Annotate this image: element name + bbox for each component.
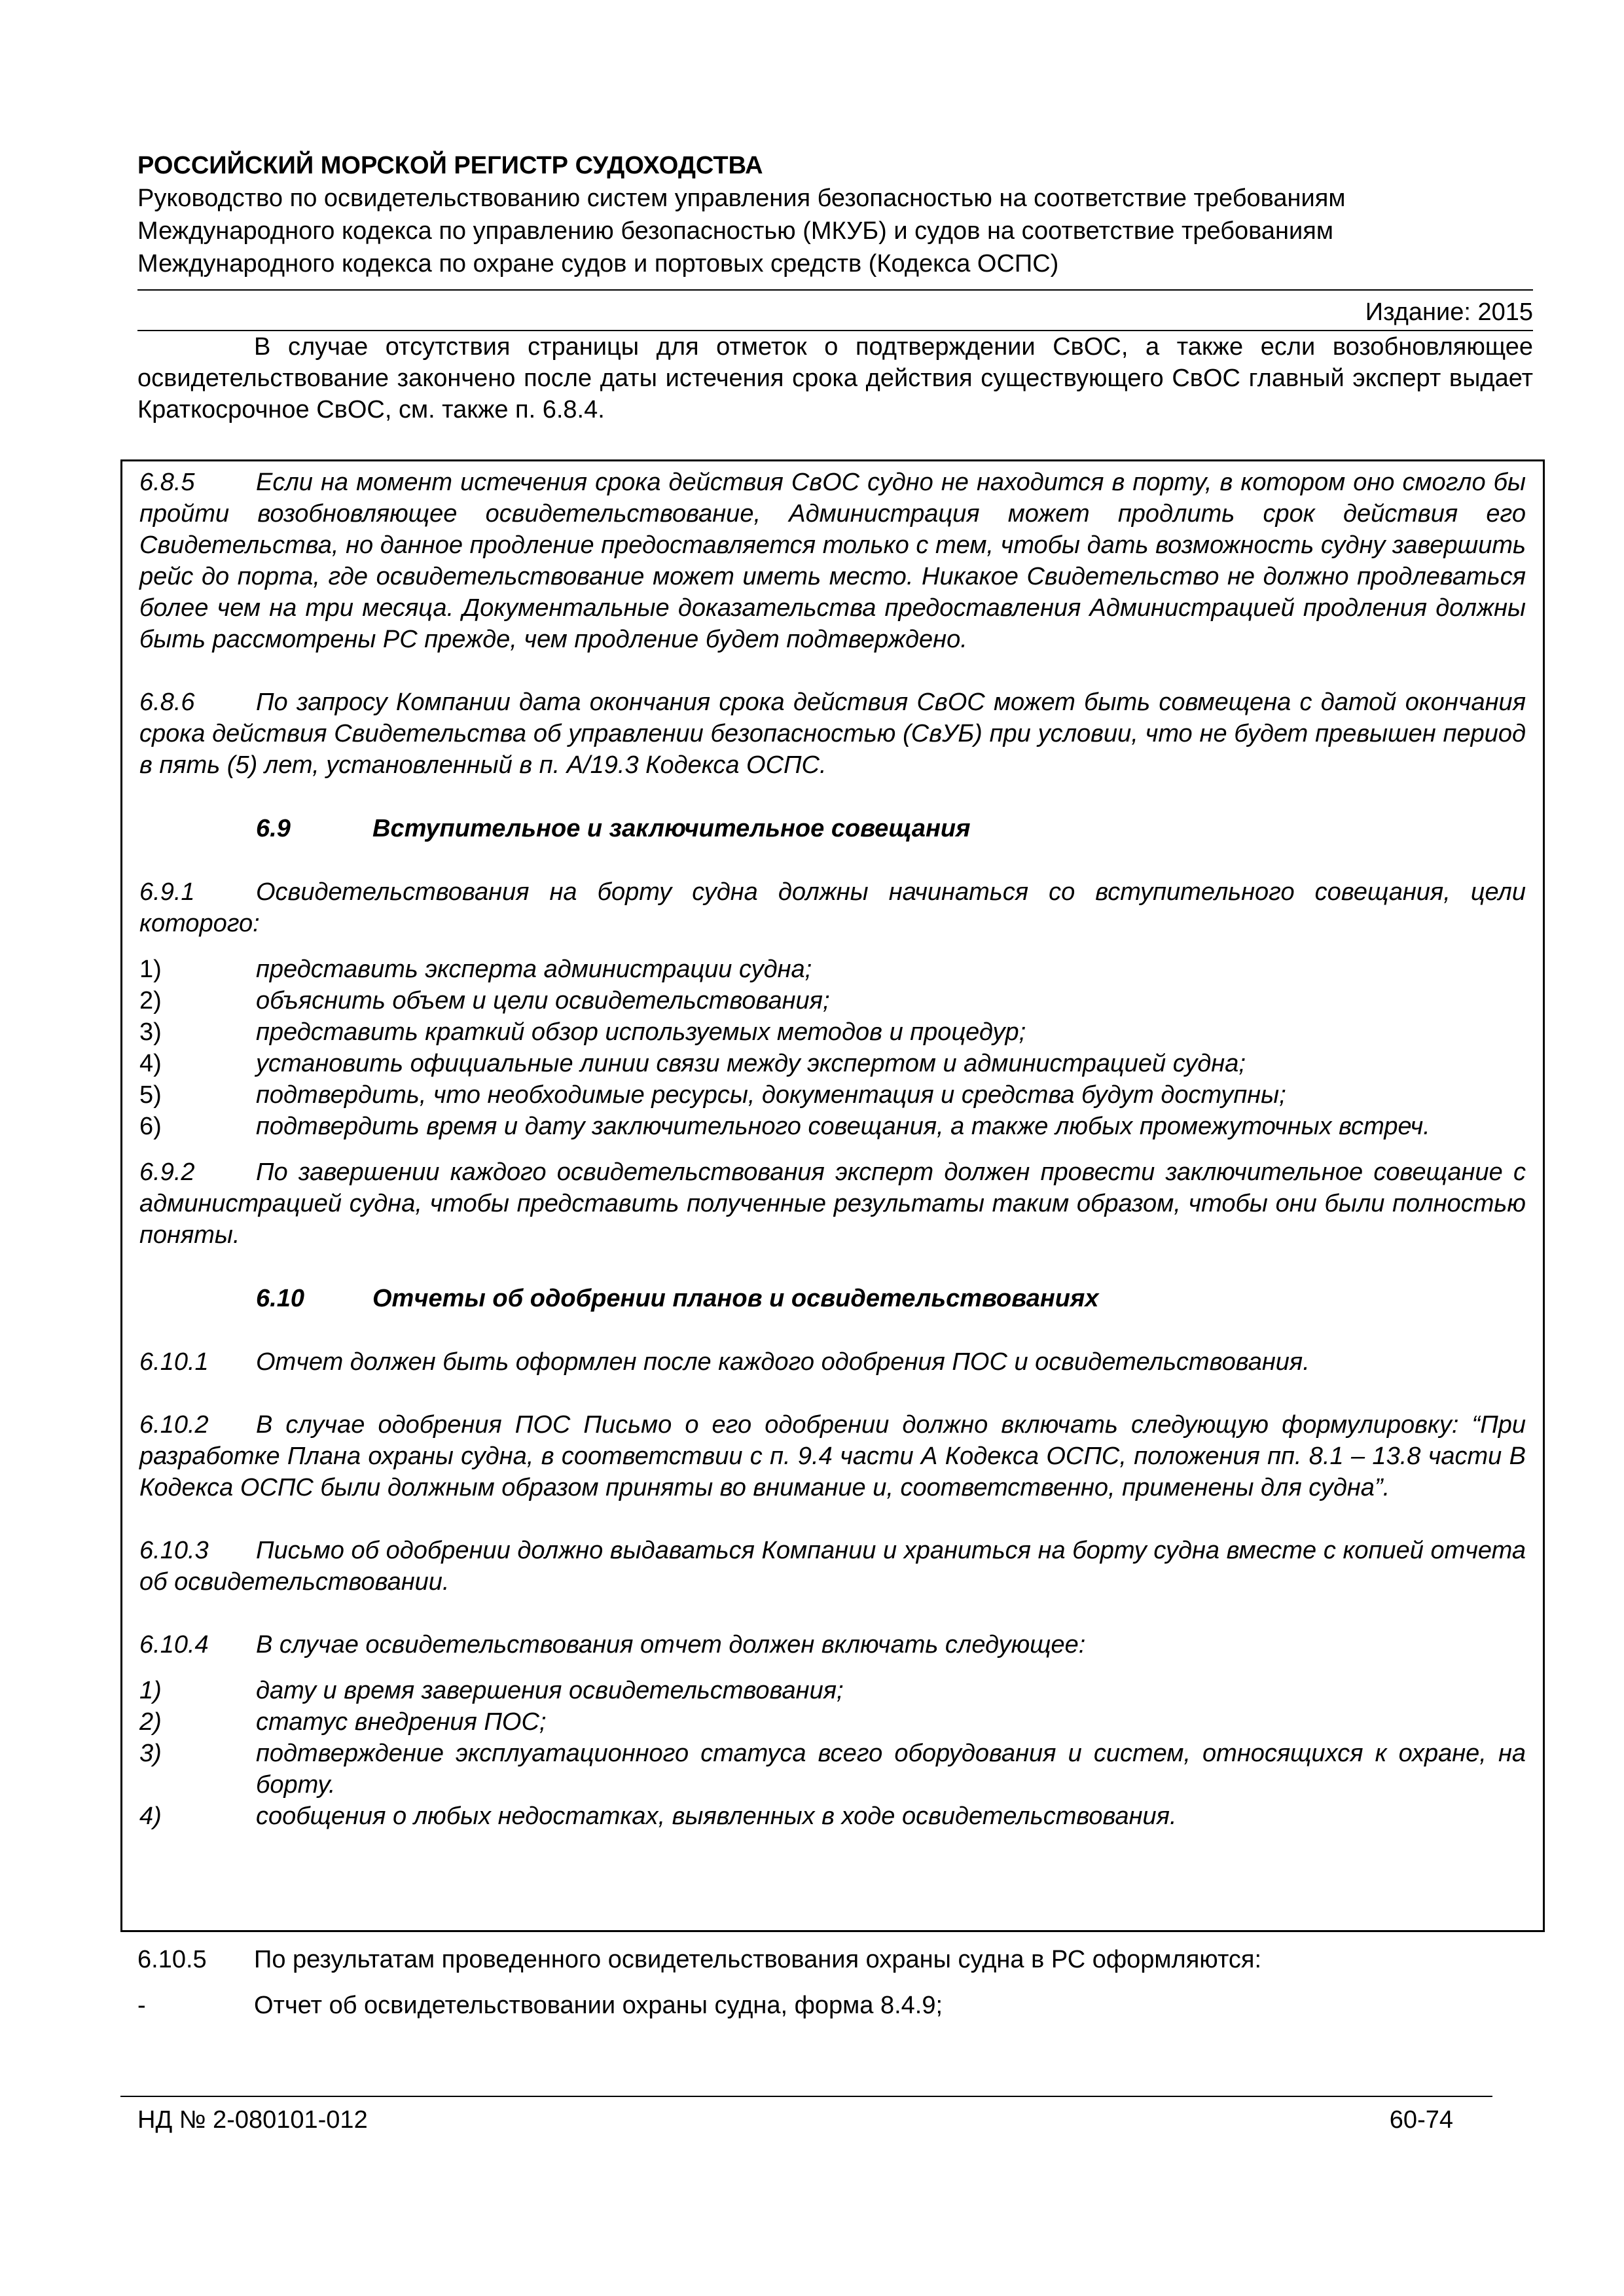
paragraph-6-8-5: [139, 467, 1526, 655]
amendment-box: [120, 459, 1545, 1932]
paragraph-text: По результатам проведенного освидетельствования охраны судна в РС оформляются:: [254, 1946, 1262, 1973]
paragraph-number: 6.8.6: [139, 689, 195, 716]
list-item: 4) установить официальные линии связи между экспертом и администрацией судна;: [139, 1050, 1246, 1077]
section-number: 6.9: [256, 815, 291, 842]
paragraph-number: 6.9.1: [139, 878, 195, 906]
paragraph-6-8-6: [139, 687, 1526, 781]
paragraph-number: 6.8.5: [139, 469, 195, 496]
list-6-9-1: [139, 954, 1526, 1142]
list-item: 2) статус внедрения ПОС;: [139, 1708, 547, 1736]
list-item: 1) дату и время завершения освидетельствования;: [139, 1677, 844, 1704]
paragraph-text: В случае одобрения ПОС Письмо о его одобрении должно включать следующую формулировку: “При разработке Плана охраны судна, в соответствии с п. 9.4 части А Кодекса ОСПС, положения пп. 8.1 – 13.8 части В Кодекса ОСПС были должным образом приняты во внимание и, соответственно, применены для судна”.: [139, 1411, 1526, 1501]
page-footer: [120, 2096, 1492, 2136]
dash-list-item: - Отчет об освидетельствовании охраны судна, форма 8.4.9;: [137, 1992, 943, 2019]
edition-label: Издание: 2015: [1365, 298, 1533, 326]
paragraph-number: 6.10.3: [139, 1537, 209, 1564]
document-header: [137, 149, 1533, 425]
list-item: 5) подтвердить, что необходимые ресурсы, документация и средства будут доступны;: [139, 1081, 1286, 1109]
guide-title-line-1: Руководство по освидетельствованию систем управления безопасностью на соответствие требованиям: [137, 185, 1346, 212]
paragraph-number: 6.10.5: [137, 1946, 207, 1973]
section-heading-6-10: [139, 1282, 1526, 1315]
paragraph-number: 6.9.2: [139, 1158, 195, 1186]
paragraph-text: Если на момент истечения срока действия СвОС судно не находится в порту, в котором оно смогло бы пройти возобновляющее освидетельствование, Администрация может продлить срок действия его Свидетельства, но данное продление предоставляется только с тем, чтобы дать возможность судну завершить рейс до порта, где освидетельствование может иметь место. Никакое Свидетельство не должно продлеваться более чем на три месяца. Документальные доказательства предоставления Администрацией продления должны быть рассмотрены РС прежде, чем продление будет подтверждено.: [139, 469, 1526, 653]
list-item: 1) представить эксперта администрации судна;: [139, 956, 812, 983]
document-number: НД № 2-080101-012: [137, 2106, 368, 2134]
list-6-10-4: [139, 1675, 1526, 1832]
post-box-content: [137, 1944, 1533, 2021]
list-item: 4) сообщения о любых недостатках, выявленных в ходе освидетельствования.: [139, 1803, 1177, 1830]
paragraph-6-10-4: [139, 1629, 1526, 1660]
paragraph-6-10-1: [139, 1346, 1526, 1378]
paragraph-6-9-1: [139, 876, 1526, 939]
list-item: 6) подтвердить время и дату заключительного совещания, а также любых промежуточных встреч.: [139, 1113, 1430, 1140]
paragraph-number: 6.10.1: [139, 1348, 209, 1376]
list-item: 2) объяснить объем и цели освидетельствования;: [139, 987, 830, 1014]
paragraph-6-10-5: [137, 1944, 1533, 1975]
intro-paragraph: В случае отсутствия страницы для отметок о подтверждении СвОС, а также если возобновляющее освидетельствование закончено после даты истечения срока действия существующего СвОС главный эксперт выдает Краткосрочное СвОС, см. также п. 6.8.4.: [137, 333, 1533, 423]
list-item: 3) представить краткий обзор используемых методов и процедур;: [139, 1018, 1026, 1046]
header-divider: [137, 289, 1533, 291]
paragraph-6-10-2: [139, 1409, 1526, 1503]
section-title: Вступительное и заключительное совещания: [372, 815, 971, 842]
paragraph-6-10-3: [139, 1535, 1526, 1598]
guide-title-line-2: Международного кодекса по управлению безопасностью (МКУБ) и судов на соответствие требованиям: [137, 217, 1333, 245]
guide-title-line-3: Международного кодекса по охране судов и портовых средств (Кодекса ОСПС): [137, 250, 1059, 278]
section-heading-6-9: [139, 812, 1526, 845]
paragraph-text: Освидетельствования на борту судна должны начинаться со вступительного совещания, цели которого:: [139, 878, 1526, 937]
paragraph-text: По запросу Компании дата окончания срока действия СвОС может быть совмещена с датой окончания срока действия Свидетельства об управлении безопасностью (СвУБ) при условии, что не будет превышен период в пять (5) лет, установленный в п. А/19.3 Кодекса ОСПС.: [139, 689, 1526, 779]
section-number: 6.10: [256, 1285, 304, 1312]
paragraph-text: Письмо об одобрении должно выдаваться Компании и храниться на борту судна вместе с копией отчета об освидетельствовании.: [139, 1537, 1526, 1596]
organization-name: РОССИЙСКИЙ МОРСКОЙ РЕГИСТР СУДОХОДСТВА: [137, 152, 763, 179]
section-title: Отчеты об одобрении планов и освидетельствованиях: [372, 1285, 1099, 1312]
page-number: 60-74: [1389, 2106, 1453, 2134]
paragraph-number: 6.10.2: [139, 1411, 209, 1439]
paragraph-6-9-2: [139, 1157, 1526, 1251]
paragraph-number: 6.10.4: [139, 1631, 209, 1659]
list-item: 3) подтверждение эксплуатационного статуса всего оборудования и систем, относящихся к охране, на борту.: [139, 1740, 1526, 1799]
paragraph-text: В случае освидетельствования отчет должен включать следующее:: [256, 1631, 1086, 1659]
paragraph-text: Отчет должен быть оформлен после каждого одобрения ПОС и освидетельствования.: [256, 1348, 1310, 1376]
paragraph-text: По завершении каждого освидетельствования эксперт должен провести заключительное совещание с администрацией судна, чтобы представить полученные результаты таким образом, чтобы они были полностью поняты.: [139, 1158, 1526, 1249]
